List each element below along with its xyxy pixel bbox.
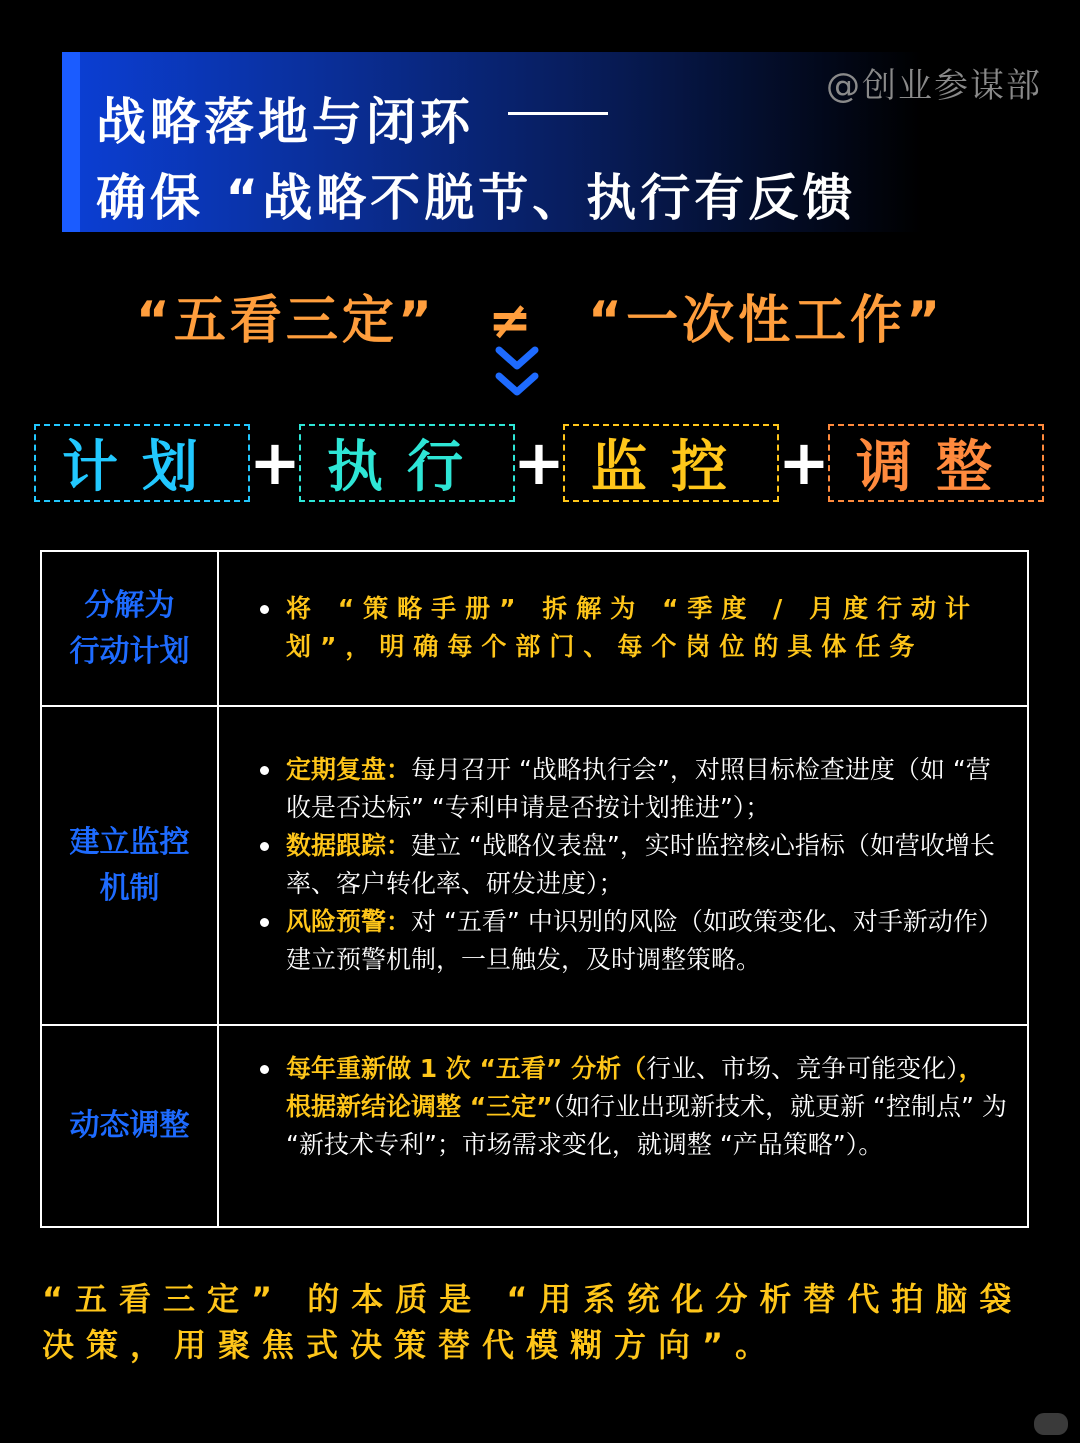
item-text: 对 “五看” 中识别的风险（如政策变化、对手新动作）建立预警机制，一旦触发，及时调整策略。	[286, 907, 1003, 974]
table-row-content	[258, 590, 1008, 666]
table-row-label	[42, 707, 217, 1024]
row-label-line: 动态调整	[69, 1108, 190, 1143]
table-row-label	[42, 1026, 217, 1226]
list-item	[258, 751, 1008, 827]
slogan	[0, 278, 1080, 353]
slogan-right: “一次性工作”	[587, 291, 945, 351]
step-plan-label: 计划	[62, 435, 222, 500]
conclusion-text: “五看三定” 的本质是 “用系统化分析替代拍脑袋决策，用聚焦式决策替代模糊方向”。	[42, 1280, 1024, 1364]
chevron-down-icon	[494, 372, 540, 404]
list-item: 将 “策略手册” 拆解为 “季度 / 月度行动计划”，明确每个部门、每个岗位的具体任务	[258, 590, 1008, 666]
watermark: @创业参谋部	[826, 66, 1042, 106]
table-column-divider	[217, 550, 219, 1228]
table-row-content	[258, 751, 1008, 979]
item-text: 每月召开 “战略执行会”，对照目标检查进度（如 “营收是否达标” “专利申请是否按计划推进”）；	[286, 755, 991, 822]
plus-icon: +	[513, 425, 565, 499]
item-text: （如行业出现新技术，就更新 “控制点” 为 “新技术专利”；市场需求变化，就调整 “产品策略”）。	[286, 1092, 1007, 1159]
page-subtitle: 确保 “战略不脱节、执行有反馈	[96, 169, 857, 227]
slogan-not-equal: ≠	[488, 291, 536, 351]
step-execute-label: 执行	[327, 435, 487, 500]
item-heading: 每年重新做 1 次 “五看” 分析（	[286, 1054, 647, 1083]
plus-icon: +	[249, 425, 301, 499]
list-item	[258, 903, 1008, 979]
table-row-label	[42, 552, 217, 705]
item-heading: ，根据新结论调整 “三定”	[286, 1054, 984, 1121]
step-execute	[299, 424, 515, 502]
item-heading: 定期复盘：	[286, 755, 412, 784]
item-heading: 风险预警：	[286, 907, 412, 936]
title-dash	[508, 112, 608, 115]
row-label-line: 行动计划	[69, 633, 190, 669]
table-row-content	[258, 1050, 1008, 1164]
row-label-line: 分解为	[84, 587, 175, 623]
item-text: 建立 “战略仪表盘”，实时监控核心指标（如营收增长率、客户转化率、研发进度）；	[286, 831, 995, 898]
step-adjust	[828, 424, 1044, 502]
plus-icon: +	[778, 425, 830, 499]
page-title: 战略落地与闭环	[96, 93, 474, 151]
list-item	[258, 827, 1008, 903]
step-adjust-label: 调整	[856, 435, 1016, 500]
step-monitor	[563, 424, 779, 502]
row-label-line: 机制	[99, 870, 160, 906]
header-accent-bar	[62, 52, 80, 232]
item-heading: 数据跟踪：	[286, 831, 412, 860]
slogan-left: “五看三定”	[135, 291, 437, 351]
step-monitor-label: 监控	[591, 435, 751, 500]
list-item	[258, 1050, 1008, 1164]
corner-logo-icon	[1034, 1413, 1068, 1435]
item-text: 行业、市场、竞争可能变化）	[646, 1054, 959, 1083]
step-plan	[34, 424, 250, 502]
row-label-line: 建立监控	[69, 824, 190, 860]
